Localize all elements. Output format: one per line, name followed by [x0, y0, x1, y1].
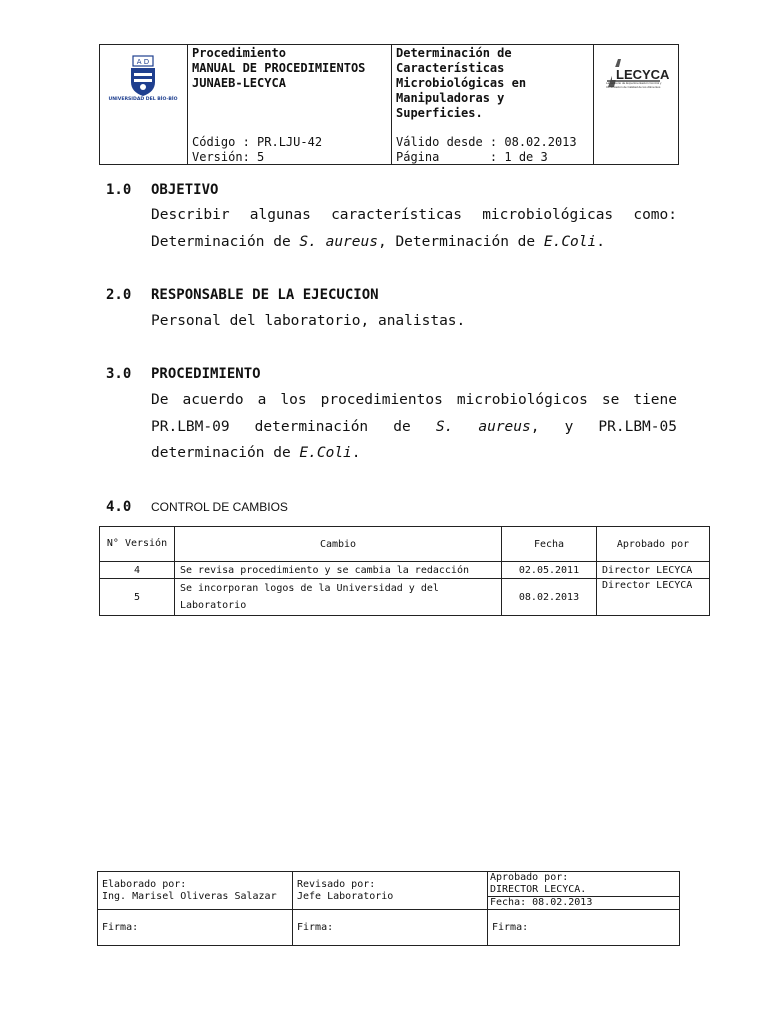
s1-text-e: .: [596, 233, 605, 250]
valido-desde: Válido desde : 08.02.2013: [396, 135, 577, 149]
document-header: [99, 44, 679, 165]
s3-text-a: De acuerdo a los procedimientos microbiológicos se tiene PR.LBM-09 determinación de: [151, 392, 677, 435]
section-1-text: [151, 202, 677, 255]
cell-version: 5: [100, 579, 175, 616]
section-1-title: OBJETIVO: [151, 182, 219, 198]
section-1-number: 1.0: [106, 182, 132, 198]
table-row: [100, 562, 710, 579]
signature-names-row: [98, 872, 680, 910]
revisado-label: Revisado por:: [297, 878, 376, 890]
cell-fecha: 02.05.2011: [502, 562, 597, 579]
title-line-1: Determinación de: [396, 46, 512, 60]
signature-table: [97, 871, 680, 946]
firma-3: Firma:: [488, 910, 680, 946]
col-header-version: N° Versión: [100, 527, 175, 562]
s1-text-b: S. aureus: [299, 233, 378, 250]
s1-text-c: , Determinación de: [377, 233, 544, 250]
section-3-text: [151, 387, 677, 467]
cell-aprobado: Director LECYCA: [597, 579, 710, 616]
title-line-4: Manipuladoras y: [396, 91, 505, 105]
aprobado-fecha: Fecha: 08.02.2013: [488, 896, 679, 909]
s3-text-c: , y PR.LBM-05 determinación de: [151, 418, 677, 461]
lecyca-logo-sub: Laboratorio de Experimentación Control y Certificación de Calidad de los Alimentos: [606, 82, 662, 89]
table-row: [100, 579, 710, 616]
elaborado-label: Elaborado por:: [102, 878, 187, 890]
table-header-row: [100, 527, 710, 562]
section-2-text: Personal del laboratorio, analistas.: [151, 313, 466, 329]
col-header-aprobado: Aprobado por: [597, 527, 710, 562]
aprobado-cell: [488, 872, 680, 910]
change-control-table: [99, 526, 710, 616]
s1-text-a: Describir algunas características microbiológicas como: Determinación de: [151, 207, 677, 250]
s1-text-d: E.Coli: [543, 233, 597, 250]
proc-line-1: Procedimiento: [192, 46, 286, 60]
section-4-title: CONTROL DE CAMBIOS: [151, 500, 288, 514]
cell-fecha: 08.02.2013: [502, 579, 597, 616]
firma-2: Firma:: [293, 910, 488, 946]
revisado-name: Jefe Laboratorio: [297, 890, 394, 902]
section-3-number: 3.0: [106, 366, 132, 382]
univ-logo-cell: [100, 45, 188, 164]
cell-aprobado: Director LECYCA: [597, 562, 710, 579]
signature-firma-row: [98, 910, 680, 946]
proc-line-3: JUNAEB-LECYCA: [192, 76, 286, 90]
col-header-fecha: Fecha: [502, 527, 597, 562]
lecyca-logo-text: LECYCA: [616, 67, 670, 82]
cell-version: 4: [100, 562, 175, 579]
procedure-cell: [188, 45, 392, 164]
s3-text-b: S. aureus: [435, 418, 531, 435]
version: Versión: 5: [192, 150, 265, 164]
univ-logo-letters: A D: [136, 58, 150, 66]
cell-cambio: Se incorporan logos de la Universidad y del Laboratorio: [175, 579, 502, 616]
aprobado-label: Aprobado por:: [490, 872, 569, 883]
university-logo-icon: [100, 45, 188, 164]
lecyca-logo-cell: [594, 45, 678, 164]
title-line-2: Características: [396, 61, 505, 75]
cell-cambio: Se revisa procedimiento y se cambia la redacción: [175, 562, 502, 579]
pagina: Página : 1 de 3: [396, 150, 548, 164]
univ-logo-text: UNIVERSIDAD DEL BÍO-BÍO: [108, 97, 178, 102]
s3-text-e: .: [351, 445, 361, 461]
title-cell: [392, 45, 594, 164]
s3-text-d: E.Coli: [299, 445, 352, 461]
codigo: Código : PR.LJU-42: [192, 135, 323, 149]
revisado-cell: [293, 872, 488, 910]
col-header-cambio: Cambio: [175, 527, 502, 562]
proc-line-2: MANUAL DE PROCEDIMIENTOS: [192, 61, 366, 75]
title-line-5: Superficies.: [396, 106, 483, 120]
lecyca-logo-icon: [594, 45, 678, 164]
section-3-title: PROCEDIMIENTO: [151, 366, 261, 382]
section-2-number: 2.0: [106, 287, 132, 303]
elaborado-name: Ing. Marisel Oliveras Salazar: [102, 890, 277, 902]
aprobado-name: DIRECTOR LECYCA.: [490, 884, 587, 895]
section-4-number: 4.0: [106, 499, 132, 515]
firma-1: Firma:: [98, 910, 293, 946]
section-2-title: RESPONSABLE DE LA EJECUCION: [151, 287, 379, 303]
title-line-3: Microbiológicas en: [396, 76, 527, 90]
elaborado-cell: [98, 872, 293, 910]
